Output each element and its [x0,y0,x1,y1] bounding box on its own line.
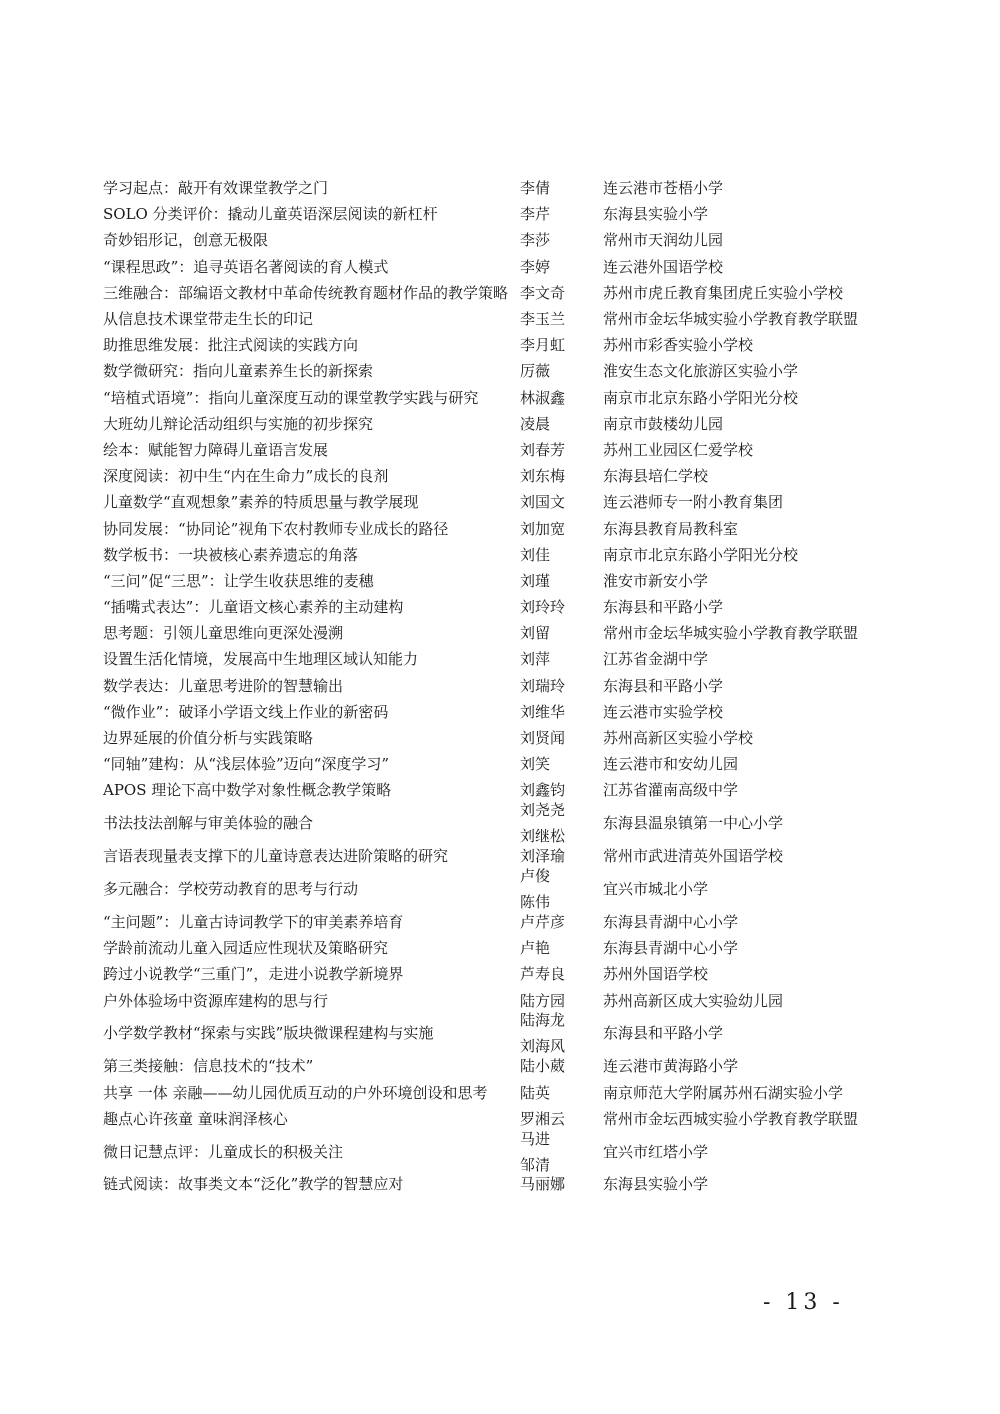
paper-title: 从信息技术课堂带走生长的印记 [103,310,314,329]
list-row [103,646,903,672]
school-name: 东海县和平路小学 [603,598,724,617]
author-cell [520,306,603,332]
school-name: 连云港市实验学校 [603,702,724,721]
author-name: 陆海龙 [520,1011,566,1030]
paper-title: 共享 一体 亲融——幼儿园优质互动的户外环境创设和思考 [103,1083,488,1102]
list-row [103,909,903,935]
list-row [103,1011,903,1056]
school-name: 常州市金坛西城实验小学教育教学联盟 [603,1109,859,1128]
author-name: 李莎 [520,231,551,250]
paper-title: “插嘴式表达”：儿童语文核心素养的主动建构 [103,598,404,617]
list-row [103,1171,903,1197]
school-name: 南京师范大学附属苏州石湖实验小学 [603,1083,844,1102]
author-cell [520,385,603,411]
list-row [103,385,903,411]
author-name: 刘春芳 [520,440,566,459]
school-name: 江苏省灌南高级中学 [603,781,739,800]
author-cell [520,437,603,463]
author-cell [520,358,603,384]
author-name: 厉薇 [520,362,551,381]
school-name: 南京市北京东路小学阳光分校 [603,388,799,407]
list-row [103,620,903,646]
author-cell [520,1171,603,1197]
author-cell [520,699,603,725]
list-row [103,801,903,846]
list-row [103,1106,903,1132]
list-row [103,175,903,201]
paper-title: 儿童数学“直观想象”素养的特质思量与教学展现 [103,493,419,512]
author-cell [520,646,603,672]
paper-title: 微日记慧点评：儿童成长的积极关注 [103,1142,344,1161]
list-row [103,463,903,489]
paper-title: 边界延展的价值分析与实践策略 [103,729,314,748]
author-cell [520,175,603,201]
paper-title: 奇妙铝形记，创意无极限 [103,231,269,250]
author-name: 卢芹彦 [520,912,566,931]
school-name: 东海县和平路小学 [603,1024,724,1043]
paper-title: “微作业”：破译小学语文线上作业的新密码 [103,702,389,721]
paper-title: 跨过小说教学“三重门”，走进小说教学新境界 [103,965,404,984]
school-name: 东海县青湖中心小学 [603,912,739,931]
author-name: 邹清 [520,1155,551,1174]
paper-title: “课程思政”：追寻英语名著阅读的育人模式 [103,257,389,276]
author-name: 李文奇 [520,283,566,302]
paper-title: “三问”促“三思”：让学生收获思维的麦穗 [103,571,374,590]
author-cell [520,542,603,568]
school-name: 常州市天润幼儿园 [603,231,724,250]
paper-title: 户外体验场中资源库建构的思与行 [103,991,329,1010]
list-row [103,306,903,332]
list-row [103,961,903,987]
author-cell [520,725,603,751]
author-cell [520,489,603,515]
paper-title: 深度阅读：初中生“内在生命力”成长的良剂 [103,467,389,486]
school-name: 东海县青湖中心小学 [603,939,739,958]
paper-title: 助推思维发展：批注式阅读的实践方向 [103,336,359,355]
author-cell [520,961,603,987]
school-name: 南京市鼓楼幼儿园 [603,414,724,433]
author-cell [520,568,603,594]
paper-title: 小学数学教材“探索与实践”版块微课程建构与实施 [103,1024,434,1043]
school-name: 连云港市黄海路小学 [603,1057,739,1076]
author-name: 刘瑾 [520,571,551,590]
list-row [103,725,903,751]
author-cell [520,254,603,280]
list-row [103,254,903,280]
school-name: 东海县教育局教科室 [603,519,739,538]
list-row [103,332,903,358]
paper-title: 数学微研究：指向儿童素养生长的新探索 [103,362,374,381]
paper-title: “主问题”：儿童古诗词教学下的审美素养培育 [103,912,404,931]
school-name: 东海县实验小学 [603,1175,709,1194]
school-name: 连云港外国语学校 [603,257,724,276]
paper-title: 三维融合：部编语文教材中革命传统教育题材作品的教学策略 [103,283,509,302]
author-name: 陆小葳 [520,1057,566,1076]
author-name: 陆方园 [520,991,566,1010]
author-name: 马丽娜 [520,1175,566,1194]
paper-title: “培植式语境”：指向儿童深度互动的课堂教学实践与研究 [103,388,479,407]
paper-title: “同轴”建构：从“浅层体验”迈向“深度学习” [103,755,390,774]
paper-title: 链式阅读：故事类文本“泛化”教学的智慧应对 [103,1175,404,1194]
author-name: 李婷 [520,257,551,276]
author-name: 刘尧尧 [520,801,566,820]
school-name: 连云港市苍梧小学 [603,179,724,198]
school-name: 苏州高新区成大实验幼儿园 [603,991,784,1010]
paper-title: 数学板书：一块被核心素养遗忘的角落 [103,545,359,564]
author-name: 刘鑫钧 [520,781,566,800]
paper-title: 绘本：赋能智力障碍儿童语言发展 [103,440,329,459]
author-name: 刘国文 [520,493,566,512]
school-name: 常州市金坛华城实验小学教育教学联盟 [603,310,859,329]
author-name: 罗湘云 [520,1109,566,1128]
list-row [103,673,903,699]
list-row [103,411,903,437]
author-name: 刘维华 [520,702,566,721]
author-cell [520,280,603,306]
list-row [103,777,903,803]
school-name: 苏州高新区实验小学校 [603,729,754,748]
school-name: 连云港师专一附小教育集团 [603,493,784,512]
paper-title: 第三类接触：信息技术的“技术” [103,1057,314,1076]
author-cell [520,863,603,915]
author-name: 刘玲玲 [520,598,566,617]
author-cell [520,463,603,489]
author-name: 李倩 [520,179,551,198]
author-name: 芦寿良 [520,965,566,984]
paper-title: 书法技法剖解与审美体验的融合 [103,814,314,833]
author-name: 李玉兰 [520,310,566,329]
list-row [103,1053,903,1079]
author-cell [520,935,603,961]
author-name: 李月虹 [520,336,566,355]
author-name: 刘瑞玲 [520,676,566,695]
list-row [103,843,903,869]
author-name: 刘东梅 [520,467,566,486]
list-row [103,594,903,620]
author-name: 李芹 [520,205,551,224]
paper-title: APOS 理论下高中数学对象性概念教学策略 [103,781,392,800]
author-cell [520,797,603,849]
author-cell [520,751,603,777]
author-name: 卢俊 [520,867,551,886]
school-name: 东海县温泉镇第一中心小学 [603,814,784,833]
paper-title: 学习起点：敲开有效课堂教学之门 [103,179,329,198]
school-name: 苏州工业园区仁爱学校 [603,440,754,459]
author-cell [520,620,603,646]
school-name: 东海县实验小学 [603,205,709,224]
list-row [103,227,903,253]
author-cell [520,909,603,935]
school-name: 宜兴市城北小学 [603,880,709,899]
author-name: 陈伟 [520,893,551,912]
paper-title: 多元融合：学校劳动教育的思考与行动 [103,880,359,899]
list-row [103,280,903,306]
author-name: 凌晨 [520,414,551,433]
list-row [103,935,903,961]
author-name: 刘海风 [520,1037,566,1056]
school-name: 连云港市和安幼儿园 [603,755,739,774]
author-cell [520,411,603,437]
author-cell [520,516,603,542]
school-name: 苏州市彩香实验小学校 [603,336,754,355]
author-cell [520,1126,603,1178]
author-name: 马进 [520,1129,551,1148]
list-row [103,489,903,515]
author-cell [520,201,603,227]
page-number: - 13 - [763,1290,844,1315]
author-cell [520,1080,603,1106]
author-cell [520,1007,603,1059]
author-name: 刘贤闻 [520,729,566,748]
author-name: 刘萍 [520,650,551,669]
paper-title: 设置生活化情境，发展高中生地理区域认知能力 [103,650,419,669]
paper-title: 大班幼儿辩论活动组织与实施的初步探究 [103,414,374,433]
list-row [103,515,903,541]
paper-title: 趣点心许孩童 童味润泽核心 [103,1109,288,1128]
school-name: 常州市武进清英外国语学校 [603,847,784,866]
school-name: 宜兴市红塔小学 [603,1142,709,1161]
school-name: 江苏省金湖中学 [603,650,709,669]
author-cell [520,332,603,358]
author-name: 刘泽瑜 [520,847,566,866]
list-row [103,358,903,384]
author-name: 陆英 [520,1083,551,1102]
school-name: 常州市金坛华城实验小学教育教学联盟 [603,624,859,643]
author-cell [520,1053,603,1079]
list-row [103,201,903,227]
author-name: 刘继松 [520,827,566,846]
list-row [103,867,903,912]
list-row [103,751,903,777]
school-name: 南京市北京东路小学阳光分校 [603,545,799,564]
school-name: 淮安生态文化旅游区实验小学 [603,362,799,381]
paper-title: SOLO 分类评价：撬动儿童英语深层阅读的新杠杆 [103,205,438,224]
school-name: 苏州外国语学校 [603,965,709,984]
author-name: 卢艳 [520,939,551,958]
paper-title: 思考题：引领儿童思维向更深处漫溯 [103,624,344,643]
list-row [103,699,903,725]
author-cell [520,227,603,253]
paper-title: 学龄前流动儿童入园适应性现状及策略研究 [103,939,389,958]
author-name: 刘佳 [520,545,551,564]
award-list-table [103,175,903,1198]
author-name: 林淑鑫 [520,388,566,407]
list-row [103,1079,903,1105]
school-name: 东海县培仁学校 [603,467,709,486]
school-name: 淮安市新安小学 [603,571,709,590]
list-row [103,568,903,594]
author-name: 刘加宽 [520,519,566,538]
paper-title: 数学表达：儿童思考进阶的智慧输出 [103,676,344,695]
author-cell [520,594,603,620]
author-cell [520,673,603,699]
paper-title: 协同发展：“协同论”视角下农村教师专业成长的路径 [103,519,449,538]
list-row [103,542,903,568]
author-name: 刘笑 [520,755,551,774]
list-row [103,987,903,1013]
list-row [103,1129,903,1174]
school-name: 苏州市虎丘教育集团虎丘实验小学校 [603,283,844,302]
author-name: 刘留 [520,624,551,643]
list-row [103,437,903,463]
school-name: 东海县和平路小学 [603,676,724,695]
paper-title: 言语表现量表支撑下的儿童诗意表达进阶策略的研究 [103,847,449,866]
